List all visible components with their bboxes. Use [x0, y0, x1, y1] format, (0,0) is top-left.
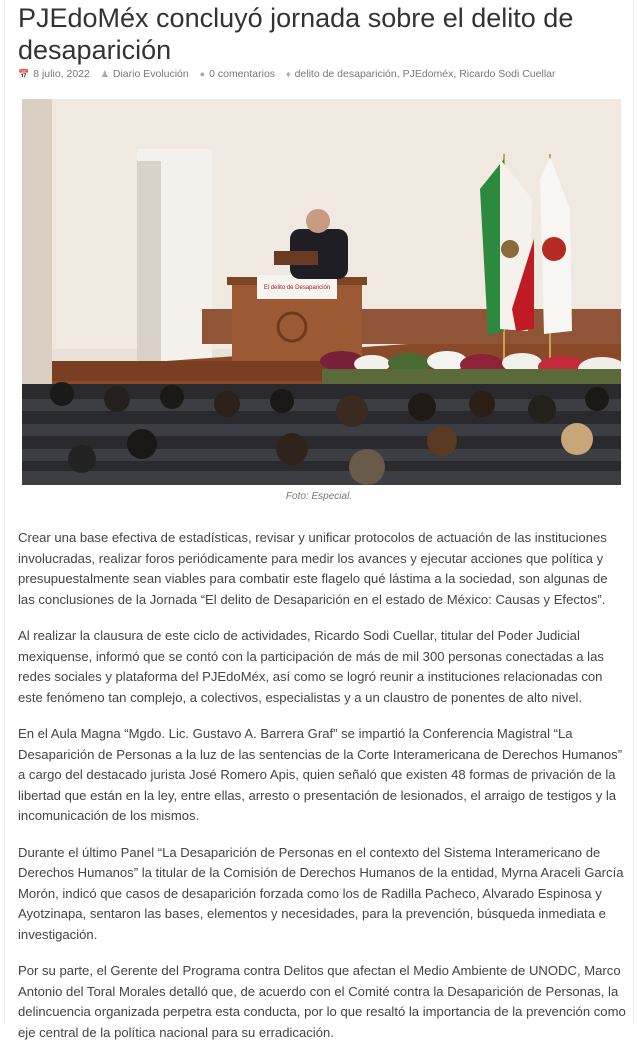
tag-link[interactable]: delito de desaparición — [294, 68, 397, 81]
paragraph: Por su parte, el Gerente del Programa contra Delitos que afectan el Medio Ambiente de UNODC, Marco Antonio del Toral Morales detalló que, de acuerdo con el Comité contra la Desaparición de Personas, la delincuencia organizada perpetra esta conducta, por lo que resaltó la importancia de la prevención como eje central de la política nacional para su erradicación. — [18, 963, 626, 1040]
article-body — [18, 528, 626, 1059]
paragraph: Durante el último Panel “La Desaparición de Personas en el contexto del Sistema Interamericano de Derechos Humanos” la titular de la Comisión de Derechos Humanos de la entidad, Myrna Araceli García Morón, indicó que casos de desaparición forzada como los de Radilla Pacheco, Alvarado Espinosa y Ayotzinapa, sentaron las bases, elementos y necesidades, para la prevención, búsqueda inmediata e investigación. — [18, 844, 624, 942]
user-icon: ♟ — [100, 68, 109, 79]
tag-link[interactable]: PJEdoméx — [402, 68, 454, 81]
article-photo — [22, 99, 621, 485]
paragraph: Crear una base efectiva de estadísticas, revisar y unificar protocolos de actuación de las instituciones involucradas, realizar foros periódicamente para medir los avances y ejecutar acciones que política y presupuestalmente sean viables para combatir este flagelo qué lástima a la sociedad, son algunas de las conclusiones de la Jornada “El delito de Desaparición en el estado de México: Causas y Efectos”. — [18, 530, 608, 607]
tag-separator: , — [453, 68, 457, 81]
tag-separator: , — [396, 68, 400, 81]
meta-tags — [286, 68, 556, 80]
tag-link[interactable]: Ricardo Sodi Cuellar — [459, 68, 556, 81]
meta-author — [101, 68, 189, 80]
calendar-icon: 📅 — [18, 68, 30, 79]
date-link[interactable]: 8 julio, 2022 — [33, 68, 90, 81]
tag-icon: ♦ — [285, 69, 291, 80]
paragraph: Al realizar la clausura de este ciclo de actividades, Ricardo Sodi Cuellar, titular del Poder Judicial mexiquense, informó que se contó con la participación de más de mil 300 personas conectadas a las redes sociales y plataforma del PJEdoMéx, así como se logró reunir a instituciones relacionadas con este fenómeno tan complejo, a colectivos, especialistas y a un claustro de ponentes de alto nivel. — [18, 628, 604, 705]
paragraph: En el Aula Magna “Mgdo. Lic. Gustavo A. Barrera Graf” se impartió la Conferencia Magistral “La Desaparición de Personas a la luz de las sentencias de la Corte Interamericana de Derechos Humanos” a cargo del destacado jurista José Romero Apis, quien señaló que existen 48 formas de privación de la libertad que están en la ley, entre ellas, arresto o presentación de lesionados, el arraigo de testigos y la incomunicación de los mismos. — [18, 726, 623, 823]
author-link[interactable]: Diario Evolución — [112, 68, 189, 81]
meta-comments — [200, 68, 275, 80]
article-title: PJEdoMéx concluyó jornada sobre el delito de desaparición — [18, 3, 574, 65]
event-photo-illustration — [22, 99, 621, 485]
article-meta — [18, 68, 628, 80]
comments-link[interactable]: 0 comentarios — [209, 68, 276, 81]
comment-icon: ● — [199, 69, 206, 80]
podium-banner: El delito de Desaparición — [263, 285, 331, 291]
meta-date — [18, 68, 90, 80]
photo-caption: Foto: Especial. — [285, 491, 353, 502]
